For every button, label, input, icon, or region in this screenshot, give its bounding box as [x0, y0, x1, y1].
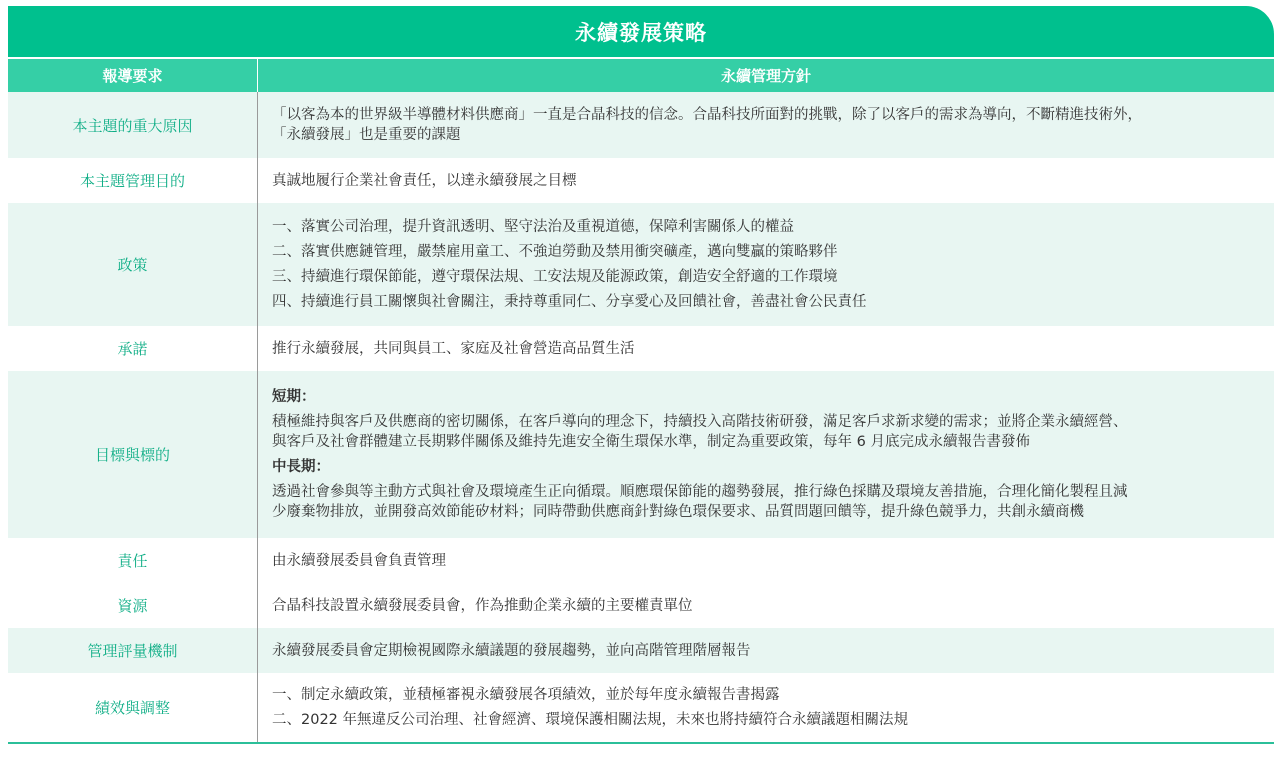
row-content [258, 538, 1274, 583]
content-line: 三、持續進行環保節能，遵守環保法規、工安法規及能源政策，創造安全舒適的工作環境 [272, 269, 838, 285]
mid-long-term-heading: 中長期： [272, 459, 330, 475]
table-row-policy [8, 203, 1274, 326]
row-label: 本主題管理目的 [8, 158, 258, 203]
table-row-evaluation [8, 628, 1274, 673]
header-reporting-requirement: 報導要求 [102, 67, 163, 85]
row-label: 責任 [8, 538, 258, 583]
content-line: 推行永續發展，共同與員工、家庭及社會營造高品質生活 [272, 340, 635, 357]
table-row-performance [8, 673, 1274, 742]
row-label: 承諾 [8, 326, 258, 371]
content-line: 積極維持與客戶及供應商的密切關係，在客戶導向的理念下，持續投入高階技術研發，滿足客戶求新求變的需求；並將企業永續經營、 [272, 414, 1128, 430]
row-content [258, 371, 1274, 538]
content-line: 與客戶及社會群體建立長期夥伴關係及維持先進安全衛生環保水準，制定為重要政策，每年 6 月底完成永續報告書發佈 [272, 434, 1030, 450]
table-row-management-purpose [8, 158, 1274, 203]
row-content [258, 326, 1274, 371]
table-title: 永續發展策略 [8, 6, 1274, 57]
header-management-approach: 永續管理方針 [257, 59, 1274, 92]
row-content [258, 628, 1274, 673]
content-line: 四、持續進行員工關懷與社會關注，秉持尊重同仁、分享愛心及回饋社會，善盡社會公民責任 [272, 294, 867, 310]
content-line: 真誠地履行企業社會責任，以達永續發展之目標 [272, 172, 577, 189]
table-row-resources [8, 583, 1274, 628]
content-line: 由永續發展委員會負責管理 [272, 552, 446, 569]
row-content [258, 92, 1274, 158]
table-bottom-border [8, 742, 1274, 744]
table-row-commitment [8, 326, 1274, 371]
table-header-row [8, 59, 1274, 92]
content-line: 一、落實公司治理，提升資訊透明、堅守法治及重視道德，保障利害關係人的權益 [272, 219, 794, 235]
content-line: 透過社會參與等主動方式與社會及環境產生正向循環。順應環保節能的趨勢發展，推行綠色採購及環境友善措施，合理化簡化製程且減 [272, 484, 1128, 500]
table-row-responsibility [8, 538, 1274, 583]
row-content [258, 583, 1274, 628]
table-row-goals [8, 371, 1274, 538]
content-line: 少廢棄物排放，並開發高效節能矽材料；同時帶動供應商針對綠色環保要求、品質問題回饋等，提升綠色競爭力，共創永續商機 [272, 504, 1084, 520]
sustainability-strategy-table [8, 6, 1274, 744]
short-term-heading: 短期： [272, 389, 316, 405]
row-label: 目標與標的 [8, 371, 258, 538]
content-line: 永續發展委員會定期檢視國際永續議題的發展趨勢，並向高階管理階層報告 [272, 642, 751, 659]
row-content [258, 158, 1274, 203]
row-label: 資源 [8, 583, 258, 628]
row-label: 本主題的重大原因 [8, 92, 258, 158]
content-line: 二、2022 年無違反公司治理、社會經濟、環境保護相關法規，未來也將持續符合永續議題相關法規 [272, 712, 909, 728]
row-label: 政策 [8, 203, 258, 326]
content-line: 合晶科技設置永續發展委員會，作為推動企業永續的主要權責單位 [272, 597, 693, 614]
table-row-material-reason [8, 92, 1274, 158]
row-label: 管理評量機制 [8, 628, 258, 673]
row-content [258, 673, 1274, 742]
row-content [258, 203, 1274, 326]
content-line: 一、制定永續政策，並積極審視永續發展各項績效，並於每年度永續報告書揭露 [272, 687, 780, 703]
content-line: 「永續發展」也是重要的課題 [272, 127, 461, 143]
content-line: 二、落實供應鏈管理，嚴禁雇用童工、不強迫勞動及禁用衝突礦產，邁向雙贏的策略夥伴 [272, 244, 838, 260]
row-label: 績效與調整 [8, 673, 258, 742]
content-line: 「以客為本的世界級半導體材料供應商」一直是合晶科技的信念。合晶科技所面對的挑戰，除了以客戶的需求為導向，不斷精進技術外， [272, 107, 1142, 123]
